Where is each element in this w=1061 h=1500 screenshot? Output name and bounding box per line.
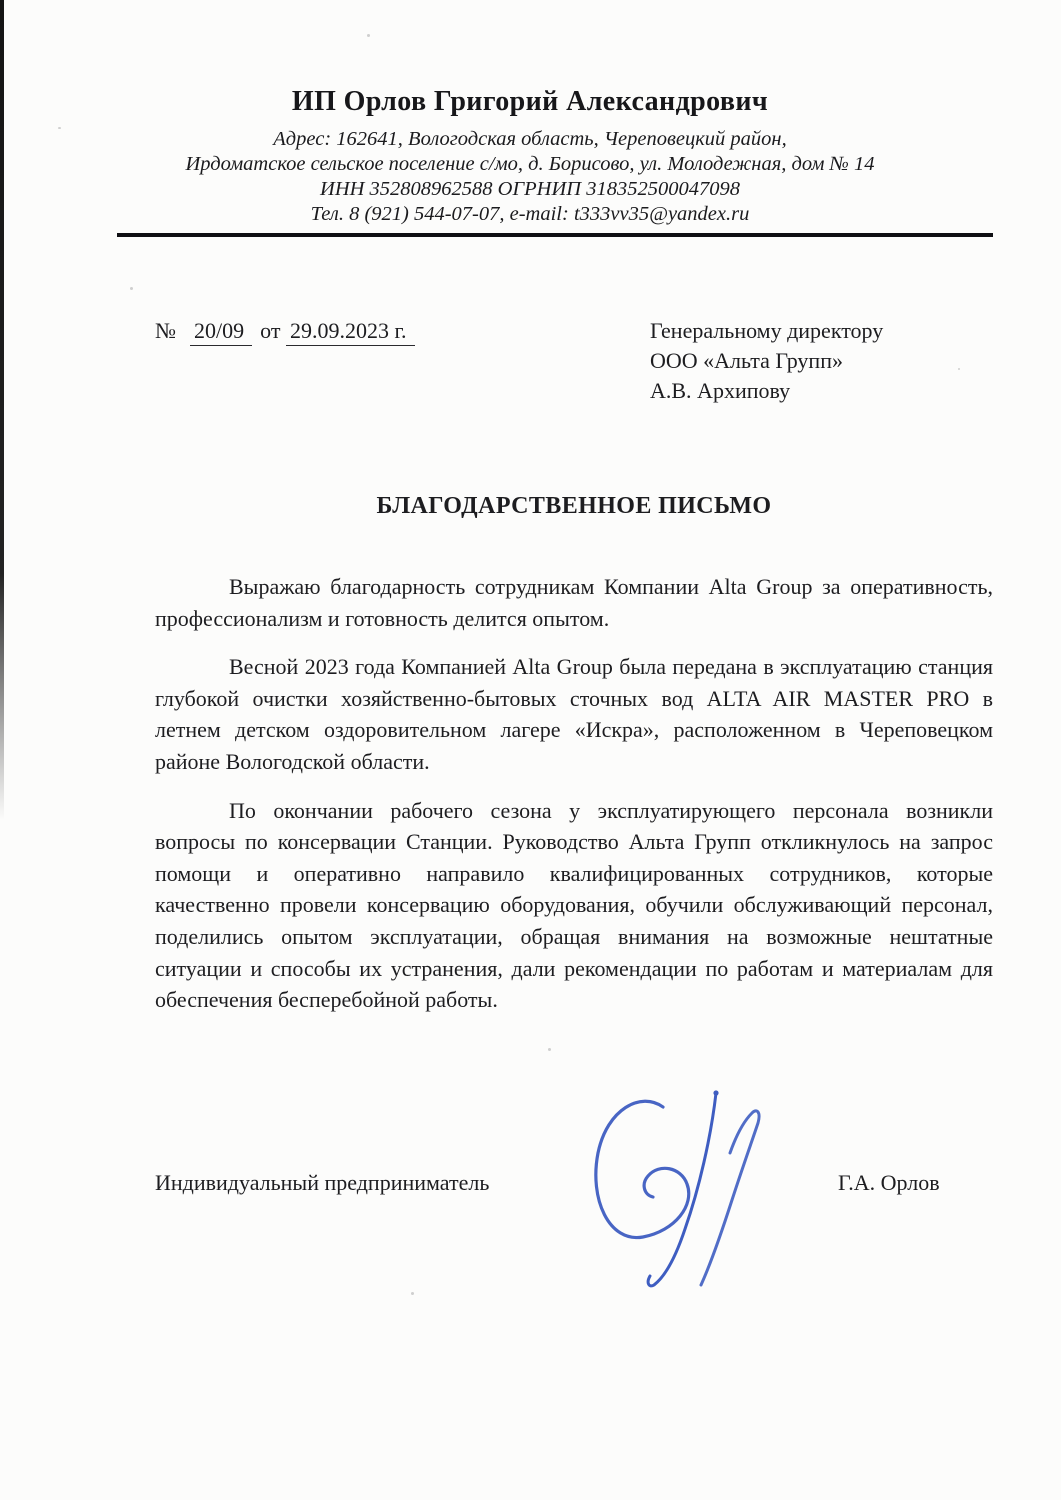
body-paragraph-2: Весной 2023 года Компанией Alta Group была передана в эксплуатацию станция глубокой очистки хозяйственно-бытовых сточных вод ALTA AIR MASTER PRO в летнем детском оздоровительном лагере «Искра», расположенном в Череповецком районе Вологодской области. bbox=[155, 654, 993, 774]
reference-date-preposition: от bbox=[260, 318, 281, 343]
scan-speckle bbox=[411, 1292, 414, 1295]
letterhead-contact-line: Тел. 8 (921) 544-07-07, e-mail: t333vv35@yandex.ru bbox=[310, 203, 750, 225]
scan-speckle bbox=[130, 287, 133, 290]
body-paragraph-3: По окончании рабочего сезона у эксплуатирующего персонала возникли вопросы по консервации Станции. Руководство Альта Групп откликнулось на запрос помощи и оперативно направило квалифицированных сотрудников, которые качественно провели консервацию оборудования, обучили обслуживающий персонал, поделились опытом эксплуатации, обращая внимания на возможные нештатные ситуации и способы их устранения, дали рекомендации по работам и материалам для обеспечения бесперебойной работы. bbox=[155, 797, 993, 1013]
signer-name: Г.А. Орлов bbox=[838, 1170, 940, 1195]
signature-ink-strokes bbox=[583, 1083, 773, 1301]
letter-body bbox=[155, 571, 993, 1033]
scan-speckle bbox=[58, 127, 61, 129]
recipient-block bbox=[650, 316, 883, 406]
letterhead-address-line1: Адрес: 162641, Вологодская область, Череповецкий район, bbox=[273, 128, 787, 150]
letterhead-address-line2: Ирдоматское сельское поселение с/мо, д. Борисово, ул. Молодежная, дом № 14 bbox=[185, 153, 875, 175]
handwritten-signature bbox=[583, 1083, 773, 1301]
letterhead bbox=[80, 86, 980, 227]
reference-line bbox=[155, 318, 415, 344]
reference-date: 29.09.2023 г. bbox=[286, 318, 415, 346]
letter-title: БЛАГОДАРСТВЕННОЕ ПИСЬМО bbox=[376, 493, 772, 519]
recipient-line1: Генеральному директору bbox=[650, 318, 884, 343]
letterhead-name: ИП Орлов Григорий Александрович bbox=[291, 86, 769, 117]
recipient-line2: ООО «Альта Групп» bbox=[650, 348, 843, 373]
reference-number-prefix: № bbox=[155, 318, 176, 343]
body-paragraph-1: Выражаю благодарность сотрудникам Компании Alta Group за оперативность, профессионализм и готовность делится опытом. bbox=[155, 574, 993, 631]
signer-position-label: Индивидуальный предприниматель bbox=[155, 1170, 490, 1195]
recipient-line3: А.В. Архипову bbox=[650, 378, 791, 403]
scan-speckle bbox=[958, 368, 960, 370]
reference-number: 20/09 bbox=[190, 318, 252, 346]
scan-edge-artifact bbox=[0, 0, 4, 820]
scan-speckle bbox=[548, 1048, 551, 1051]
scan-speckle bbox=[367, 34, 370, 37]
letterhead-divider-rule bbox=[117, 233, 993, 237]
letterhead-registration-line: ИНН 352808962588 ОГРНИП 318352500047098 bbox=[320, 178, 740, 200]
